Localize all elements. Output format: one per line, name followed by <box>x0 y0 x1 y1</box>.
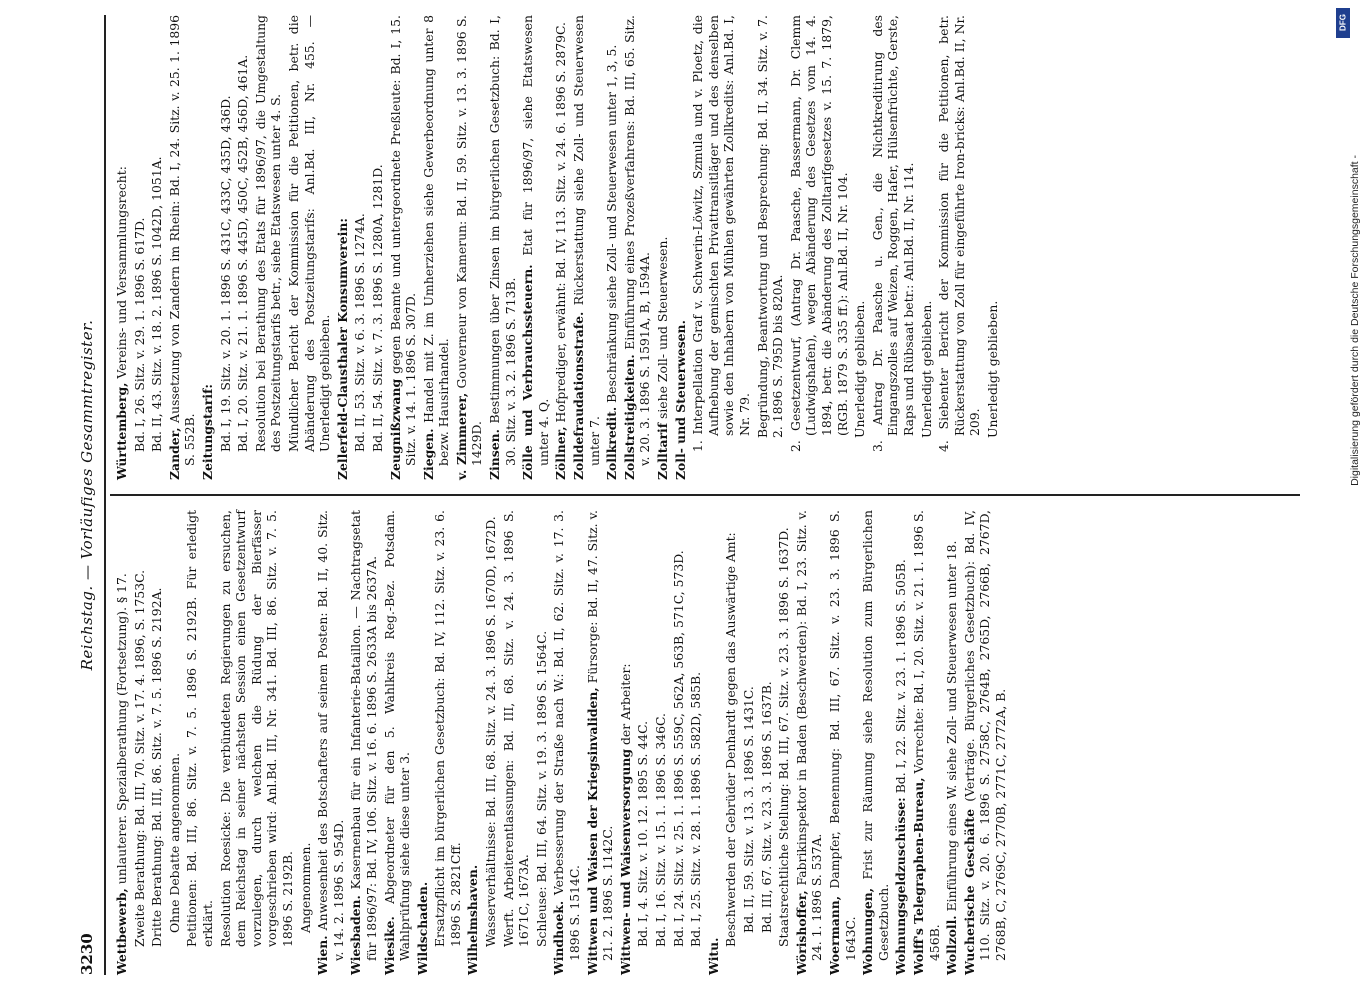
page-number: 3230 <box>78 933 96 975</box>
index-entry <box>184 510 215 975</box>
entry-keyword: Woermann, <box>826 895 842 975</box>
index-entry <box>622 15 653 480</box>
entry-keyword: Württemberg, <box>114 382 129 480</box>
index-entry <box>421 15 452 480</box>
index-entry <box>690 15 752 480</box>
entry-text: Etat für 1896/97, siehe Etatswesen unter 4. Q. <box>520 15 551 466</box>
entry-text: Schleuse: Bd. III, 64. Sitz. v. 19. 3. 1896 S. 1564C. <box>533 630 549 947</box>
entry-keyword: Zölle und Verbrauchssteuern. <box>520 264 536 480</box>
entry-text: Mündlicher Bericht der Kommission für die Petitionen, betr. die Abänderung des Postzeitungstarifs: Anl.Bd. III, Nr. 455. — Unerledigt geblieben. <box>285 15 333 452</box>
right-column <box>114 15 1002 480</box>
entry-text: der Arbeiter: <box>617 663 633 749</box>
index-entry <box>759 510 775 975</box>
index-entry <box>432 510 463 975</box>
entry-text: Bd. I, 16. Sitz. v. 15. 1. 1896 S. 346C. <box>653 713 668 947</box>
entry-text: Unerledigt geblieben. <box>984 300 1000 438</box>
entry-text: Unerledigt geblieben. <box>918 300 934 438</box>
entry-keyword: Wolff's Telegraphen-Bureau, <box>910 777 926 975</box>
entry-text: Einführung eines W. siehe Zoll- und Steuerwesen unter 18. <box>944 540 960 916</box>
entry-keyword: Zinsen. <box>487 429 503 480</box>
entry-keyword: Wucherische Geschäfte <box>961 808 977 975</box>
index-entry <box>706 510 722 975</box>
entry-keyword: Wiesbaden. <box>348 895 364 975</box>
entry-keyword: Zolldefraudationsstrafe. <box>571 311 587 480</box>
entry-text: Vereins- und Versammlungsrecht: <box>114 166 129 383</box>
entry-text: siehe Zoll- und Steuerwesen. <box>655 236 670 423</box>
entry-keyword: Wettbewerb, <box>114 888 129 975</box>
entry-text: Bestimmungen über Zinsen im bürgerlichen Gesetzbuch: Bd. I, 30. Sitz. v. 3. 2. 1896 S. 713B. <box>487 15 518 466</box>
entry-text: Bd. III, 67. Sitz. v. 23. 3. 1896 S. 1637B. <box>758 681 774 933</box>
entry-text: Bd. I, 24. Sitz. v. 25. 1. 1896 S. 559C, 562A, 563B, 571C, 573D. <box>670 550 686 947</box>
entry-text: Bd. I, 22. Sitz. v. 23. 1. 1896 S. 505B. <box>893 559 909 798</box>
entry-keyword: Zeitungstarif: <box>199 384 215 480</box>
dfg-logo-text: DFG <box>1338 14 1348 31</box>
entry-keyword: Zollkredit. <box>604 406 620 480</box>
entry-text: Angenommen. <box>297 842 313 933</box>
entry-text: Fabrikinspektor in Baden (Beschwerden): Bd. I, 23. Sitz. v. 24. 1. 1896 S. 537A. <box>793 510 825 961</box>
entry-text: Resolution bei Berathung des Etats für 1896/97, die Umgestaltung des Postzeitungstarifs betr., siehe Etatswesen unter 4. S. <box>252 15 284 452</box>
entry-text: Rückerstattung siehe Zoll- und Steuerwesen unter 7. <box>571 15 602 466</box>
entry-text: Verbesserung der Straße nach W.: Bd. II, 62. Sitz. v. 17. 3. 1896 S. 1514C. <box>551 510 583 961</box>
page-content <box>70 15 1310 975</box>
entry-text: gegen Beamte und untergeordnete Preßleute: Bd. I, 15. Sitz. v. 14. 1. 1896 S. 307D. <box>387 15 419 466</box>
index-entry <box>483 510 499 975</box>
entry-text: Begründung, Beantwortung und Besprechung: Bd. II, 34. Sitz. v. 7. 2. 1896 S. 795D bis 820A. <box>754 15 786 438</box>
entry-keyword: Wörishoffer, <box>793 890 809 975</box>
entry-text: Werft. Arbeiterentlassungen: Bd. III, 68. Sitz. v. 24. 3. 1896 S. 1671C, 1673A. <box>500 510 532 947</box>
index-entry <box>415 510 431 975</box>
entry-text: Bd. I, 20. Sitz. v. 21. 1. 1896 S. 445D, 450C, 452B, 456D, 461A. <box>235 54 251 452</box>
entry-text: (Verträge. Bürgerliches Gesetzbuch): Bd. IV, 110. Sitz. v. 20. 6. 1896 S. 2758C, 2764B, 2765D, 2766B, 2767D, 2768B, C, 2769C, 2770B, 2771C, 2772A, B. <box>961 510 1008 961</box>
index-entry <box>382 510 413 975</box>
entry-keyword: Ziegen. <box>420 428 436 480</box>
column-divider <box>110 494 1300 496</box>
entry-keyword: Witu. <box>705 937 721 975</box>
entry-keyword: v. Zimmerer, <box>453 392 469 480</box>
index-entry <box>553 15 569 480</box>
index-entry <box>794 510 825 975</box>
entry-text: Abgeordneter für den 5. Wahlkreis Reg.-Bez. Potsdam. Wahlprüfung siehe diese unter 3. <box>381 510 413 961</box>
index-entry <box>534 510 550 975</box>
entry-text: 1. Interpellation Graf v. Schwerin-Löwitz, Szmula und v. Ploetz, die Aufhebung der gemischten Privattransitläger und des denselben sowie den Inhabern von Mühlen gewährten Zollkredits: Anl.Bd. I, Nr. 79. <box>690 15 752 452</box>
index-entry <box>348 510 379 975</box>
index-entry <box>911 510 942 975</box>
index-entry <box>298 510 314 975</box>
entry-text: Einführung eines Prozeßverfahrens: Bd. III, 65. Sitz. v. 20. 3. 1896 S. 1591A, B, 1594A. <box>621 15 653 466</box>
index-entry <box>944 510 960 975</box>
entry-text: 2. Gesetzentwurf, (Antrag Dr. Paasche, Bassermann, Dr. Clemm (Ludwigshafen), wegen Abänderung des Gesetzes vom 14. 4. 1894, betr. die Abänderung des Zolltarifgesetzes v. 15. 7. 1879, (RGB. 1879 S. 335 ff.): Anl.Bd. II, Nr. 104. <box>787 15 850 452</box>
entry-text: Bd. I, 19. Sitz. v. 20. 1. 1896 S. 431C, 433C, 435D, 436D. <box>217 95 233 452</box>
entry-text: unlauterer. Spezialberathung (Fortsetzung). § 17. <box>114 573 129 889</box>
entry-text: Bd. I, 25. Sitz. v. 28. 1. 1896 S. 582D, 585B. <box>688 671 704 947</box>
entry-keyword: Zellerfeld-Clausthaler Konsumverein: <box>334 218 350 480</box>
index-entry <box>723 510 739 975</box>
index-entry <box>852 15 868 480</box>
entry-text: Bd. II, 54. Sitz. v. 7. 3. 1896 S. 1280A, 1281D. <box>369 164 385 452</box>
entry-keyword: Zander, <box>166 427 182 480</box>
index-entry <box>571 15 602 480</box>
entry-text: Fürsorge: Bd. II, 47. Sitz. v. 21. 2. 1896 S. 1142C. <box>584 510 616 961</box>
page-header <box>70 15 106 975</box>
index-entry <box>985 15 1001 480</box>
entry-text: Wasserverhältnisse: Bd. III, 68. Sitz. v. 24. 3. 1896 S. 1670D, 1672D. <box>483 516 499 947</box>
index-entry <box>870 15 917 480</box>
index-entry <box>132 510 148 975</box>
entry-keyword: Zöllner, <box>553 426 569 480</box>
index-entry <box>755 15 786 480</box>
entry-keyword: Wilhelmshaven. <box>465 864 481 975</box>
index-entry <box>673 15 689 480</box>
entry-text: Bd. II, 43. Sitz. v. 18. 2. 1896 S. 1042D, 1051A. <box>149 156 165 452</box>
index-entry <box>487 15 518 480</box>
index-entry <box>218 15 234 480</box>
index-entry <box>671 510 687 975</box>
index-entry <box>352 15 368 480</box>
index-entry <box>618 510 634 975</box>
entry-keyword: Wittwen und Waisen der Kriegsinvaliden, <box>584 687 600 975</box>
index-entry <box>936 15 983 480</box>
entry-keyword: Wien. <box>315 935 331 975</box>
entry-text: Bd. I, 4. Sitz. v. 10. 12. 1895 S. 44C. <box>635 720 651 947</box>
index-entry <box>776 510 792 975</box>
entry-text: Hofprediger, erwähnt: Bd. IV, 113. Sitz. v. 24. 6. 1896 S. 2879C. <box>553 22 569 427</box>
entry-text: Bd. I, 26. Sitz. v. 29. 1. 1896 S. 617D. <box>131 217 147 452</box>
entry-text: 3. Antrag Dr. Paasche u. Gen., die Nichtkreditirung des Eingangszolles auf Weizen, Roggen, Hafer, Hülsenfrüchte, Gerste, Raps und Rübsaat betr.: Anl.Bd. II, Nr. 114. <box>869 15 916 452</box>
index-entry <box>788 15 850 480</box>
index-entry <box>604 15 620 480</box>
entry-text: Petitionen: Bd. III, 86. Sitz. v. 7. 5. 1896 S. 2192B. Für erledigt erklärt. <box>184 510 215 947</box>
entry-keyword: Wittwen- und Waisenversorgung <box>617 748 633 975</box>
index-entry <box>454 15 485 480</box>
entry-text: Kasernenbau für ein Infanterie-Bataillon. — Nachtragsetat für 1896/97: Bd. IV, 106. Sitz. v. 16. 6. 1896 S. 2633A bis 2637A. <box>348 510 379 961</box>
entry-keyword: Zolltarif <box>655 422 670 480</box>
entry-keyword: Zeugnißzwang <box>387 378 403 480</box>
index-entry <box>114 15 130 480</box>
index-entry <box>335 15 351 480</box>
index-entry <box>688 510 704 975</box>
index-entry <box>315 510 346 975</box>
entry-text: Aussetzung von Zandern im Rhein: Bd. I, 24. Sitz. v. 25. 1. 1896 S. 552B. <box>166 15 198 466</box>
index-entry <box>388 15 419 480</box>
index-entry <box>741 510 757 975</box>
left-column <box>114 510 1010 975</box>
index-entry <box>551 510 582 975</box>
index-entry <box>653 510 669 975</box>
entry-text: Unerledigt geblieben. <box>852 300 868 438</box>
entry-text: Beschwerden der Gebrüder Denhardt gegen das Auswärtige Amt: <box>723 532 739 947</box>
index-entry <box>218 510 296 975</box>
index-entry <box>149 510 165 975</box>
running-title: Reichstag. — Vorläufiges Gesammtregister. <box>78 319 96 671</box>
entry-keyword: Zoll- und Steuerwesen. <box>672 320 688 480</box>
digitization-credit <box>1324 155 1361 935</box>
index-entry <box>235 15 251 480</box>
index-entry <box>149 15 165 480</box>
index-entry <box>827 510 858 975</box>
index-entry <box>132 15 148 480</box>
entry-keyword: Zollstreitigkeiten. <box>621 354 637 480</box>
entry-text: Bd. II, 53. Sitz. v. 6. 3. 1896 S. 1274A. <box>352 213 368 452</box>
index-entry <box>370 15 386 480</box>
entry-text: Handel mit Z. im Umherziehen siehe Gewerbeordnung unter 8 bezw. Hausirhandel. <box>420 15 452 466</box>
entry-text: 4. Siebenter Bericht der Kommission für die Petitionen, betr. Rückerstattung von Zoll für eingeführte Iron-bricks: Anl.Bd. II, Nr. 209. <box>936 15 983 452</box>
entry-text: Gouverneur von Kamerun: Bd. II, 59. Sitz. v. 13. 3. 1896 S. 1429D. <box>453 15 485 466</box>
entry-text: Staatsrechtliche Stellung: Bd. III, 67. Sitz. v. 23. 3. 1896 S. 1637D. <box>776 527 792 947</box>
index-entry <box>200 15 216 480</box>
index-entry <box>635 510 651 975</box>
entry-text: Vorrechte: Bd. I, 20. Sitz. v. 21. 1. 1896 S. 456B. <box>910 510 942 961</box>
index-entry <box>860 510 891 975</box>
entry-keyword: Wildschaden. <box>414 881 430 975</box>
entry-text: Zweite Berathung: Bd. III, 70. Sitz. v. 17. 4. 1896, S. 1753C. <box>131 569 147 947</box>
index-entry <box>286 15 333 480</box>
index-entry <box>919 15 935 480</box>
entry-text: Dritte Berathung: Bd. III, 86. Sitz. v. 7. 5. 1896 S. 2192A. <box>149 587 165 947</box>
index-entry <box>167 15 198 480</box>
entry-text: Ersatzpflicht im bürgerlichen Gesetzbuch: Bd. IV, 112. Sitz. v. 23. 6. 1896 S. 2821Cff. <box>432 510 463 947</box>
index-entry <box>585 510 616 975</box>
entry-keyword: Wollzoll. <box>944 915 960 975</box>
entry-text: Bd. II, 59. Sitz. v. 13. 3. 1896 S. 1431C. <box>740 686 756 933</box>
entry-text: Resolution Roesicke: Die verbündeten Regierungen zu ersuchen, dem Reichstag in seiner nächsten Session einen Gesetzentwurf vorzulegen, durch welchen die Rüdung der Bierfässer vorgeschrieben wird: Anl.Bd. III, Nr. 341. Bd. III, 86. Sitz. v. 7. 5. 1896 S. 2192B. <box>217 510 295 947</box>
entry-text: Frist zur Räumung siehe Resolution zum Bürgerlichen Gesetzbuch. <box>860 510 891 961</box>
entry-keyword: Wohnungen, <box>860 887 876 975</box>
entry-keyword: Wohnungsgeldzuschüsse: <box>893 797 909 975</box>
index-entry <box>253 15 284 480</box>
entry-text: Anwesenheit des Botschafters auf seinem Posten: Bd. II, 40. Sitz. v. 14. 2. 1896 S. 954D. <box>315 510 346 961</box>
index-entry <box>501 510 532 975</box>
digitization-credit-text: Digitalisierung gefördert durch die Deutsche Forschungsgemeinschaft - <box>1349 155 1361 486</box>
index-entry <box>167 510 183 975</box>
entry-text: Beschränkung siehe Zoll- und Steuerwesen unter 1, 3, 5. <box>604 44 620 407</box>
dfg-logo <box>1336 8 1350 38</box>
index-entry <box>655 15 671 480</box>
entry-text: Ohne Debatte angenommen. <box>166 752 182 933</box>
entry-text: Dampfer, Benennung: Bd. III, 67. Sitz. v. 23. 3. 1896 S. 1643C. <box>826 510 858 961</box>
index-entry <box>520 15 551 480</box>
index-entry <box>465 510 481 975</box>
index-entry <box>893 510 909 975</box>
index-entry <box>114 510 130 975</box>
entry-keyword: Windhoek. <box>551 900 567 975</box>
entry-keyword: Wiesike. <box>381 916 397 975</box>
index-entry <box>962 510 1009 975</box>
